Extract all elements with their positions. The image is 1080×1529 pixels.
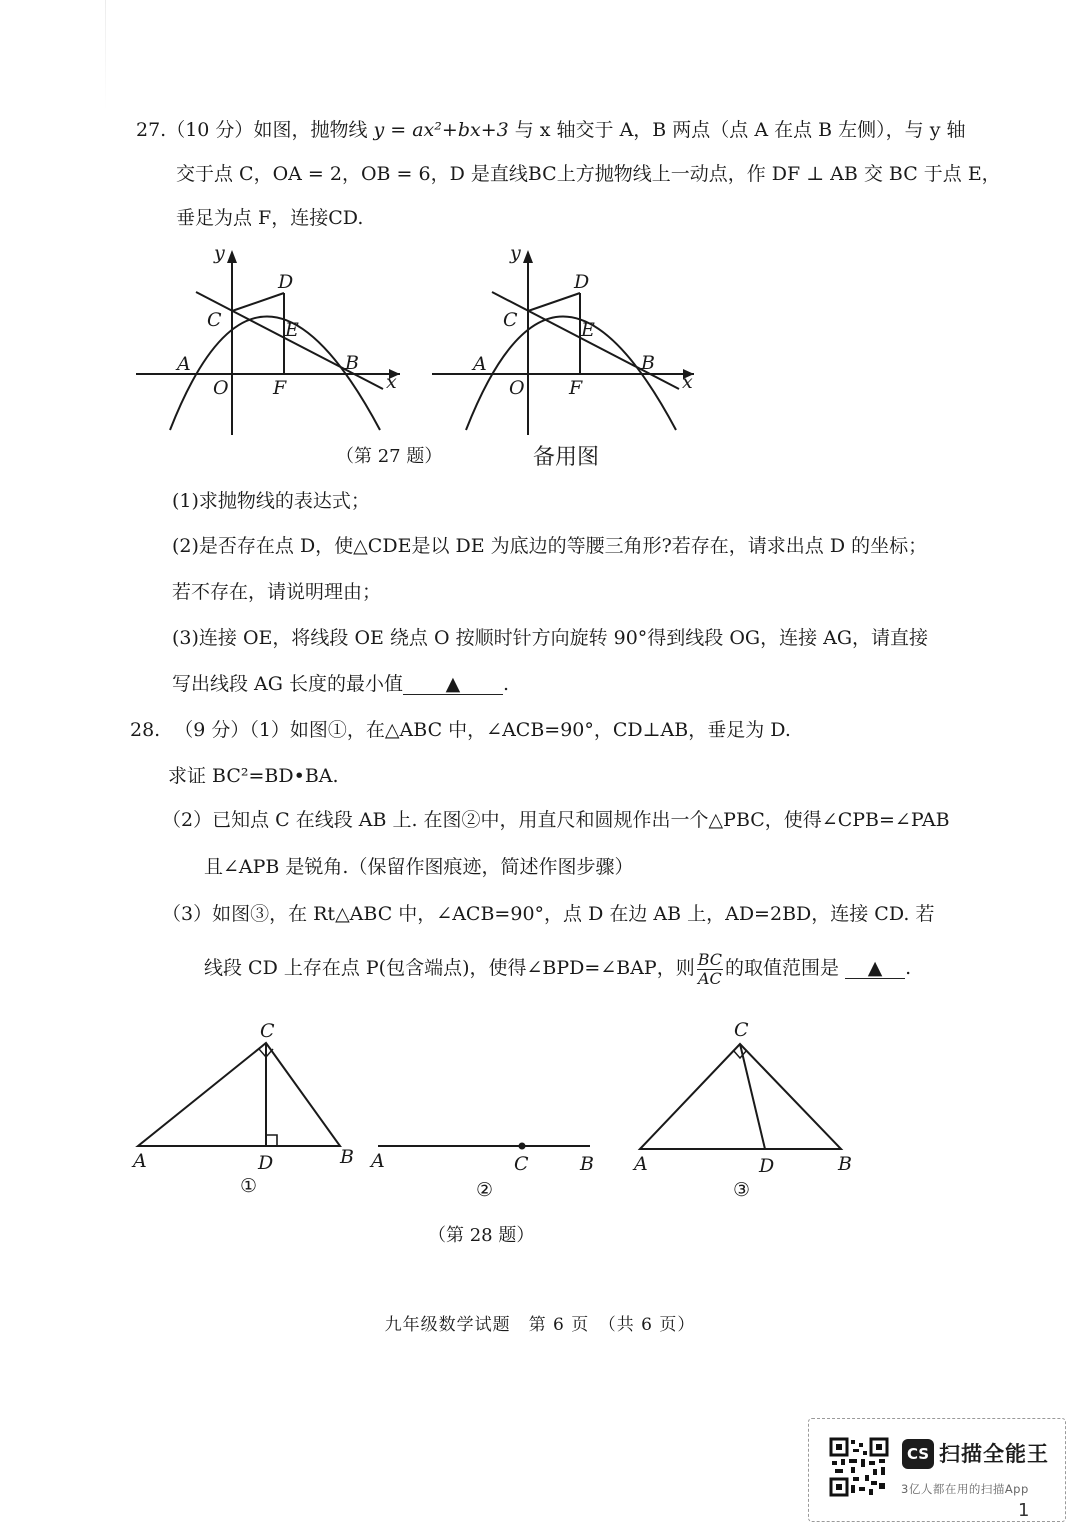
label-d: D [278, 271, 294, 293]
label-c: C [503, 309, 518, 331]
q27-text-1b: 与 x 轴交于 A，B 两点（点 A 在点 B 左侧），与 y 轴 [514, 119, 966, 141]
q27-text-1a: 如图，抛物线 [253, 119, 368, 141]
label-a: A [371, 1150, 385, 1172]
label-c: C [260, 1020, 275, 1042]
q28-answer-blank: ▲ [845, 958, 905, 979]
q27-part-3b-text: 写出线段 AG 长度的最小值 [172, 673, 403, 695]
label-f: F [569, 377, 583, 399]
segment-cd [740, 1044, 765, 1149]
page-edge-shadow [105, 0, 106, 110]
fraction-bc-ac [697, 951, 723, 988]
q27-part-3b [172, 672, 509, 696]
segment-cd [232, 293, 284, 311]
q27-answer-blank: ▲ [403, 674, 503, 695]
q28-line-6 [204, 946, 911, 990]
q27-part-1: (1)求抛物线的表达式； [172, 490, 370, 512]
segment-cd [528, 293, 580, 311]
scanner-slogan: 3亿人都在用的扫描App [901, 1482, 1029, 1496]
scanner-badge-icon: CS [902, 1439, 934, 1469]
q27-part-2a: (2)是否存在点 D，使△CDE是以 DE 为底边的等腰三角形?若存在，请求出点 D 的坐标； [172, 535, 928, 557]
label-c: C [734, 1019, 749, 1041]
q27-fig-caption: （第 27 题） [336, 446, 443, 467]
q27-figure-main [128, 240, 408, 440]
q27-part-2b: 若不存在，请说明理由； [172, 581, 382, 603]
label-y: y [214, 242, 225, 264]
label-b: B [641, 352, 655, 374]
q28-line-1 [130, 718, 791, 742]
label-a: A [133, 1150, 147, 1172]
figure-mark-3: ③ [733, 1179, 751, 1201]
label-b: B [580, 1153, 594, 1175]
label-b: B [340, 1146, 354, 1168]
label-x: x [386, 371, 397, 393]
q28-figure-2 [368, 1115, 608, 1205]
label-d: D [759, 1155, 775, 1177]
figure-mark-1: ① [240, 1175, 258, 1197]
q28-period: . [905, 957, 912, 979]
label-c: C [207, 309, 222, 331]
label-a: A [177, 353, 191, 375]
q28-line-4: 且∠APB 是锐角.（保留作图痕迹，简述作图步骤） [204, 856, 634, 878]
q28-line-5: （3）如图③，在 Rt△ABC 中，∠ACB=90°，点 D 在边 AB 上，AD=2BD，连接 CD. 若 [162, 903, 935, 925]
page-footer: 九年级数学试题 第 6 页 （共 6 页） [384, 1315, 696, 1335]
q27-part-3a: (3)连接 OE，将线段 OE 绕点 O 按顺时针方向旋转 90°得到线段 OG，连接 AG，请直接 [172, 627, 929, 649]
label-d: D [574, 271, 590, 293]
q28-line-2: 求证 BC²=BD•BA. [168, 765, 339, 787]
q27-line-3: 垂足为点 F，连接CD. [176, 207, 364, 229]
right-angle-mark-icon [266, 1135, 277, 1146]
triangle-abc [640, 1044, 841, 1149]
label-a: A [473, 353, 487, 375]
q28-figure-3 [628, 1015, 868, 1205]
q27-line-2: 交于点 C，OA = 2，OB = 6，D 是直线BC上方抛物线上一动点，作 DF ⊥ AB 交 BC 于点 E， [176, 163, 1001, 185]
y-axis-arrow-icon [227, 250, 237, 263]
label-o: O [509, 377, 525, 399]
q28-text-1: （9 分）（1）如图①，在△ABC 中，∠ACB=90°，CD⊥AB，垂足为 D. [174, 719, 791, 741]
fraction-denominator: AC [697, 968, 722, 988]
q28-figure-1 [128, 1015, 368, 1200]
qr-code-icon [829, 1437, 889, 1497]
scanner-app-name: 扫描全能王 [939, 1442, 1049, 1466]
page-index: 1 [1018, 1500, 1030, 1521]
q27-number: 27. [136, 119, 167, 141]
label-f: F [273, 377, 287, 399]
label-c: C [514, 1153, 529, 1175]
label-e: E [581, 319, 595, 341]
q28-text-6a: 线段 CD 上存在点 P(包含端点)，使得∠BPD=∠BAP，则 [204, 957, 695, 979]
q27-formula: y = ax²+bx+3 [373, 119, 509, 141]
angle-c-mark-icon [733, 1050, 747, 1058]
q28-line-3: （2）已知点 C 在线段 AB 上. 在图②中，用直尺和圆规作出一个△PBC，使得∠CPB=∠PAB [162, 809, 950, 831]
q27-backup-caption: 备用图 [533, 445, 600, 470]
figure-mark-2: ② [476, 1179, 494, 1201]
y-axis-arrow-icon [523, 250, 533, 263]
q27-figure-backup [424, 240, 704, 440]
q28-text-6b: 的取值范围是 [725, 957, 840, 979]
q28-number: 28. [130, 719, 161, 741]
label-a: A [634, 1153, 648, 1175]
label-x: x [682, 371, 693, 393]
label-y: y [510, 242, 521, 264]
point-c [519, 1143, 526, 1150]
q27-period: . [502, 673, 510, 695]
q27-line-1 [136, 118, 965, 142]
q27-points: （10 分） [166, 119, 254, 141]
label-e: E [285, 319, 299, 341]
label-o: O [213, 377, 229, 399]
q28-fig-caption: （第 28 题） [428, 1225, 535, 1246]
label-d: D [258, 1152, 274, 1174]
triangle-abc [138, 1043, 340, 1146]
label-b: B [345, 352, 359, 374]
label-b: B [838, 1153, 852, 1175]
fraction-numerator: BC [697, 949, 723, 969]
